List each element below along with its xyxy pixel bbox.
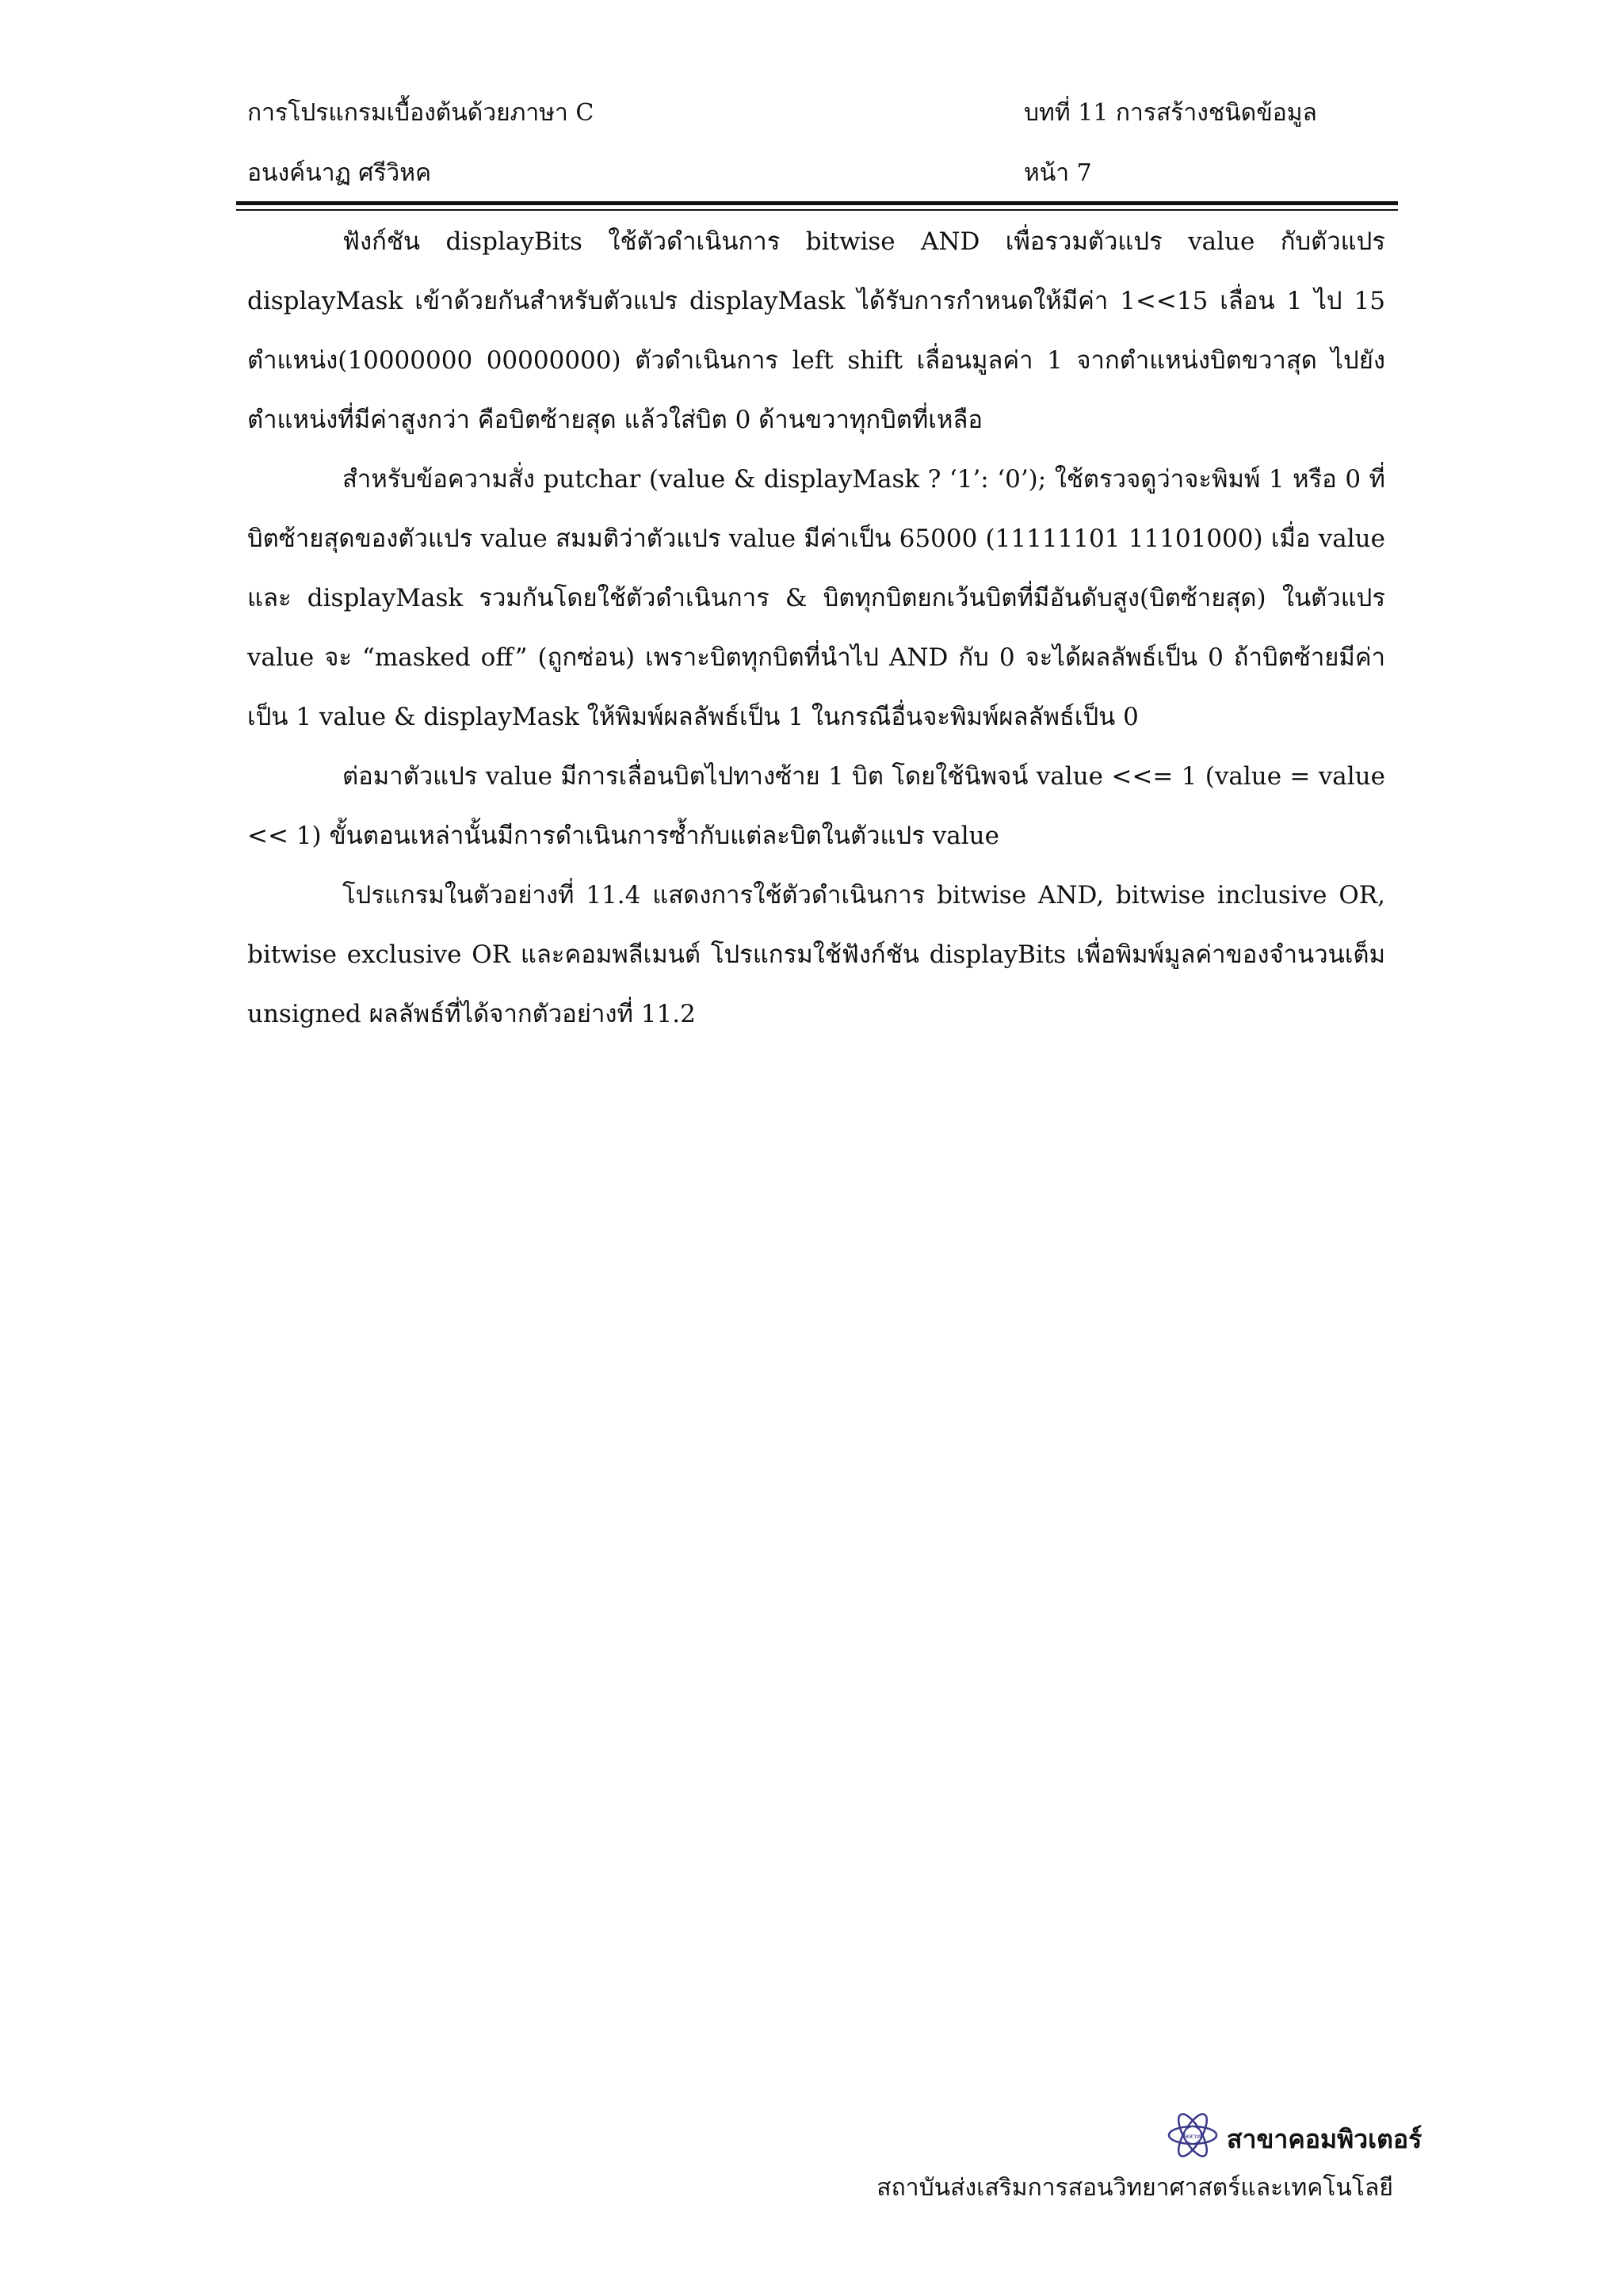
institute-seal-icon [1165, 2107, 1220, 2163]
paragraph-2: สำหรับข้อความสั่ง putchar (value & displayMask ? ‘1’: ‘0’); ใช้ตรวจดูว่าจะพิมพ์ 1 หรือ 0 ที่บิตซ้ายสุดของตัวแปร value สมมติว่าตัวแปร value มีค่าเป็น 65000 (11111101 11101000) เมื่อ value และ displayMask รวมกันโดยใช้ตัวดำเนินการ & บิตทุกบิตยกเว้นบิตที่มีอันดับสูง(บิตซ้ายสุด) ในตัวแปร value จะ “masked off” (ถูกซ่อน) เพราะบิตทุกบิตที่นำไป AND กับ 0 จะได้ผลลัพธ์เป็น 0 ถ้าบิตซ้ายมีค่าเป็น 1 value & displayMask ให้พิมพ์ผลลัพธ์เป็น 1 ในกรณีอื่นจะพิมพ์ผลลัพธ์เป็น 0 [247, 465, 1385, 731]
header-row-top [247, 101, 1395, 130]
header-divider-thick [236, 201, 1398, 205]
paragraph-1: ฟังก์ชัน displayBits ใช้ตัวดำเนินการ bitwise AND เพื่อรวมตัวแปร value กับตัวแปร displayMask เข้าด้วยกันสำหรับตัวแปร displayMask ได้รับการกำหนดให้มีค่า 1<<15 เลื่อน 1 ไป 15 ตำแหน่ง(10000000 00000000) ตัวดำเนินการ left shift เลื่อนมูลค่า 1 จากตำแหน่งบิตขวาสุด ไปยังตำแหน่งที่มีค่าสูงกว่า คือบิตซ้ายสุด แล้วใส่บิต 0 ด้านขวาทุกบิตที่เหลือ [247, 227, 1385, 434]
department-name: สาขาคอมพิวเตอร์ [1227, 2124, 1423, 2154]
institute-name: สถาบันส่งเสริมการสอนวิทยาศาสตร์และเทคโนโลยี [876, 2174, 1393, 2202]
seal-text: สสวท [1185, 2133, 1201, 2140]
paragraph-4: โปรแกรมในตัวอย่างที่ 11.4 แสดงการใช้ตัวดำเนินการ bitwise AND, bitwise inclusive OR, bitwise exclusive OR และคอมพลีเมนต์ โปรแกรมใช้ฟังก์ชัน displayBits เพื่อพิมพ์มูลค่าของจำนวนเต็ม unsigned ผลลัพธ์ที่ได้จากตัวอย่างที่ 11.2 [247, 881, 1385, 1028]
paragraph-3: ต่อมาตัวแปร value มีการเลื่อนบิตไปทางซ้าย 1 บิต โดยใช้นิพจน์ value <<= 1 (value = value << 1) ขั้นตอนเหล่านั้นมีการดำเนินการซ้ำกับแต่ละบิตในตัวแปร value [247, 762, 1385, 850]
header-divider-thin [236, 209, 1398, 211]
header-row-bottom [247, 159, 1395, 190]
course-title: การโปรแกรมเบื้องต้นด้วยภาษา C [247, 99, 594, 127]
page-number: หน้า 7 [1024, 159, 1092, 187]
body-text [247, 212, 1385, 1044]
author-name: อนงค์นาฏ ศรีวิหค [247, 159, 432, 187]
chapter-title: บทที่ 11 การสร้างชนิดข้อมูล [1024, 99, 1317, 127]
